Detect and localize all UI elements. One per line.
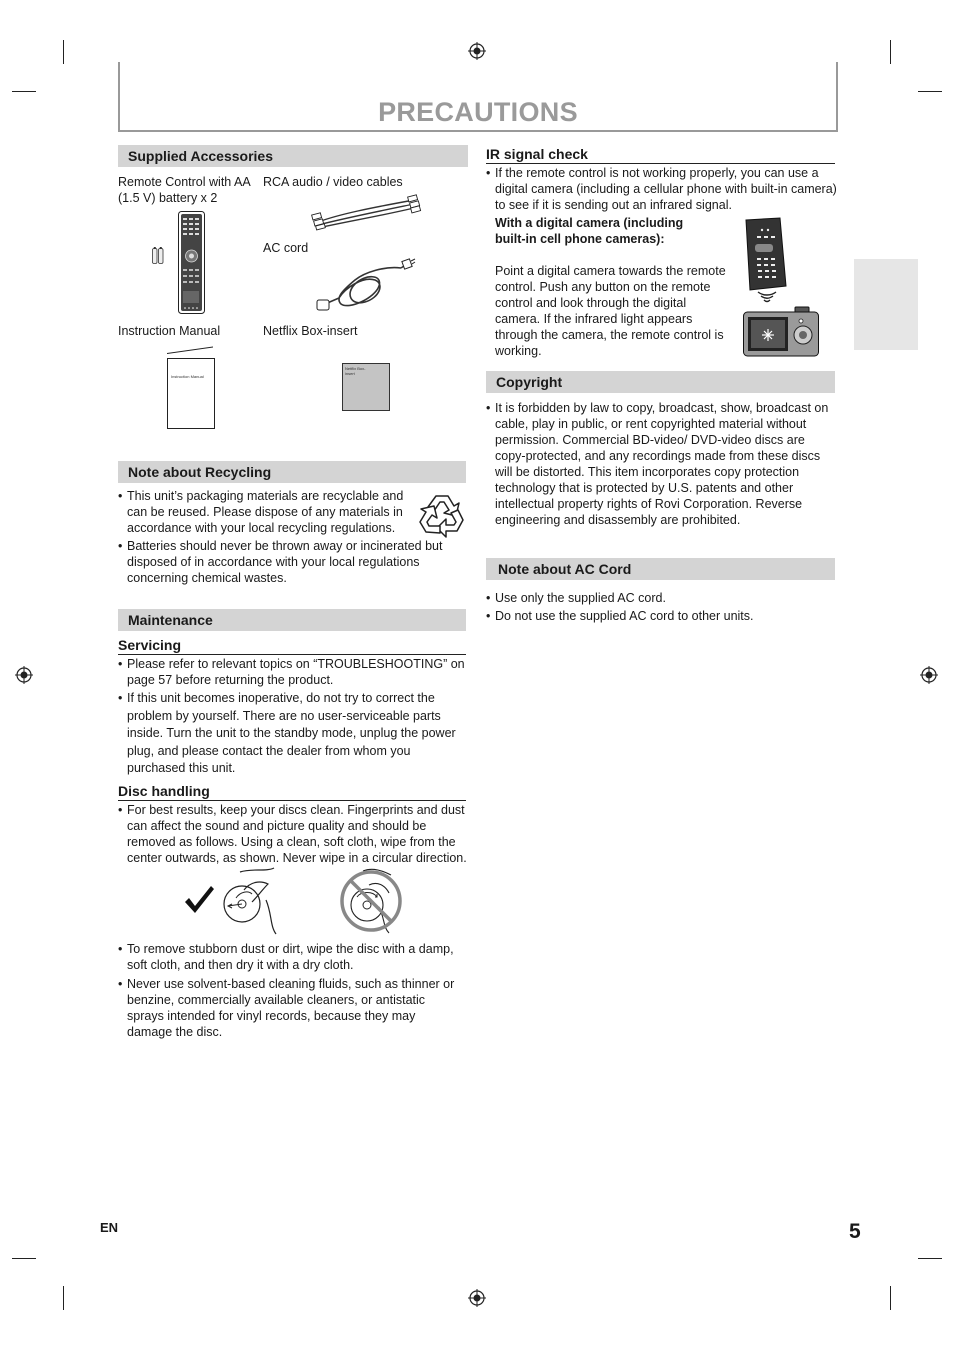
recycle-icon: [417, 490, 467, 540]
recycling-heading: Note about Recycling: [118, 461, 466, 483]
supplied-accessories-heading: Supplied Accessories: [118, 145, 468, 167]
ac-cord-note-heading: Note about AC Cord: [486, 558, 835, 580]
ac-cord-bullet: • Use only the supplied AC cord.: [486, 590, 835, 606]
copyright-bullet: • It is forbidden by law to copy, broadcast, show, broadcast on cable, play in public, or rent copyrighted material without permission. Commercial BD-video/ DVD-video discs are copy-protected, and any recordings made from these discs will be distorted. This item incorporates copy protection technology that is protected by U.S. patents and other intellectual property rights of Rovi Corporation. Reverse engineering and disassembly are prohibited.: [486, 400, 838, 528]
disc-bullet: • Never use solvent-based cleaning fluids, such as thinner or benzine, commercially available cleaners, or antistatic sprays intended for vinyl records, because they may damage the disc.: [118, 976, 463, 1040]
instruction-manual-icon: [167, 358, 215, 429]
remote-control-icon: [178, 211, 205, 314]
registration-mark-right-icon: [920, 666, 938, 684]
language-tag: EN: [100, 1220, 119, 1235]
registration-mark-bottom-icon: [468, 1289, 486, 1307]
battery-icon: [152, 247, 164, 264]
ac-cord-label: AC cord: [263, 241, 309, 255]
check-mark-icon: [183, 884, 215, 914]
page-title: PRECAUTIONS: [378, 97, 578, 127]
ac-cord-icon: [315, 258, 415, 314]
registration-mark-left-icon: [15, 666, 33, 684]
servicing-heading: Servicing: [118, 636, 466, 655]
instruction-manual-label: Instruction Manual: [118, 324, 221, 338]
maintenance-heading: Maintenance: [118, 609, 466, 631]
digital-camera-icon: [743, 307, 819, 357]
ir-bullet: • If the remote control is not working properly, you can use a digital camera (including a cellular phone with built-in camera) to see if it is sending out an infrared signal.: [486, 165, 838, 213]
page-number: 5: [849, 1220, 861, 1243]
disc-bullet: • To remove stubborn dust or dirt, wipe the disc with a damp, soft cloth, and then dry it with a dry cloth.: [118, 941, 458, 973]
disc-wipe-correct-icon: [222, 866, 278, 936]
netflix-card-text: Netflix Box-insert: [345, 366, 366, 376]
recycling-bullet: • Batteries should never be thrown away or incinerated but disposed of in accordance with your local regulations concerning chemical wastes.: [118, 538, 458, 586]
ac-cord-bullet: • Do not use the supplied AC cord to other units.: [486, 608, 835, 624]
disc-bullet: • For best results, keep your discs clean. Fingerprints and dust can affect the sound and picture quality and should be removed as follows. Using a clean, soft cloth, wipe from the center outwards, as shown. Never wipe in a circular direction.: [118, 802, 470, 866]
rca-label: RCA audio / video cables: [263, 175, 403, 189]
netflix-card-icon: [342, 363, 390, 411]
ir-signal-waves-icon: [756, 290, 778, 306]
servicing-bullet: • If this unit becomes inoperative, do not try to correct the problem by yourself. There are no user-serviceable parts inside. Turn the unit to the standby mode, unplug the power plug, and please contact the dealer from whom you purchased this unit.: [118, 690, 463, 778]
title-frame: [118, 62, 838, 132]
netflix-label: Netflix Box-insert: [263, 324, 358, 338]
manual-cover-text: Instruction Manual: [171, 374, 204, 379]
ir-sub-heading: With a digital camera (including built-in cell phone cameras):: [495, 216, 684, 246]
ir-signal-heading: IR signal check: [486, 145, 835, 164]
ir-sub-text: Point a digital camera towards the remote control. Push any button on the remote control and look through the digital camera. If the infrared light appears through the camera, the remote control is working.: [495, 264, 726, 358]
registration-mark-top-icon: [468, 42, 486, 60]
remote-control-ir-icon: [742, 216, 788, 292]
copyright-heading: Copyright: [486, 371, 835, 393]
recycling-bullet: • This unit’s packaging materials are recyclable and can be reused. Please dispose of any materials in accordance with your local recycling regulations.: [118, 488, 414, 536]
side-tab: [854, 259, 918, 350]
rca-cables-icon: [310, 194, 422, 230]
remote-label: Remote Control with AA (1.5 V) battery x 2: [118, 175, 251, 205]
servicing-bullet: • Please refer to relevant topics on “TROUBLESHOOTING” on page 57 before returning the product.: [118, 656, 468, 688]
prohibited-icon: [339, 867, 403, 933]
disc-handling-heading: Disc handling: [118, 782, 466, 801]
